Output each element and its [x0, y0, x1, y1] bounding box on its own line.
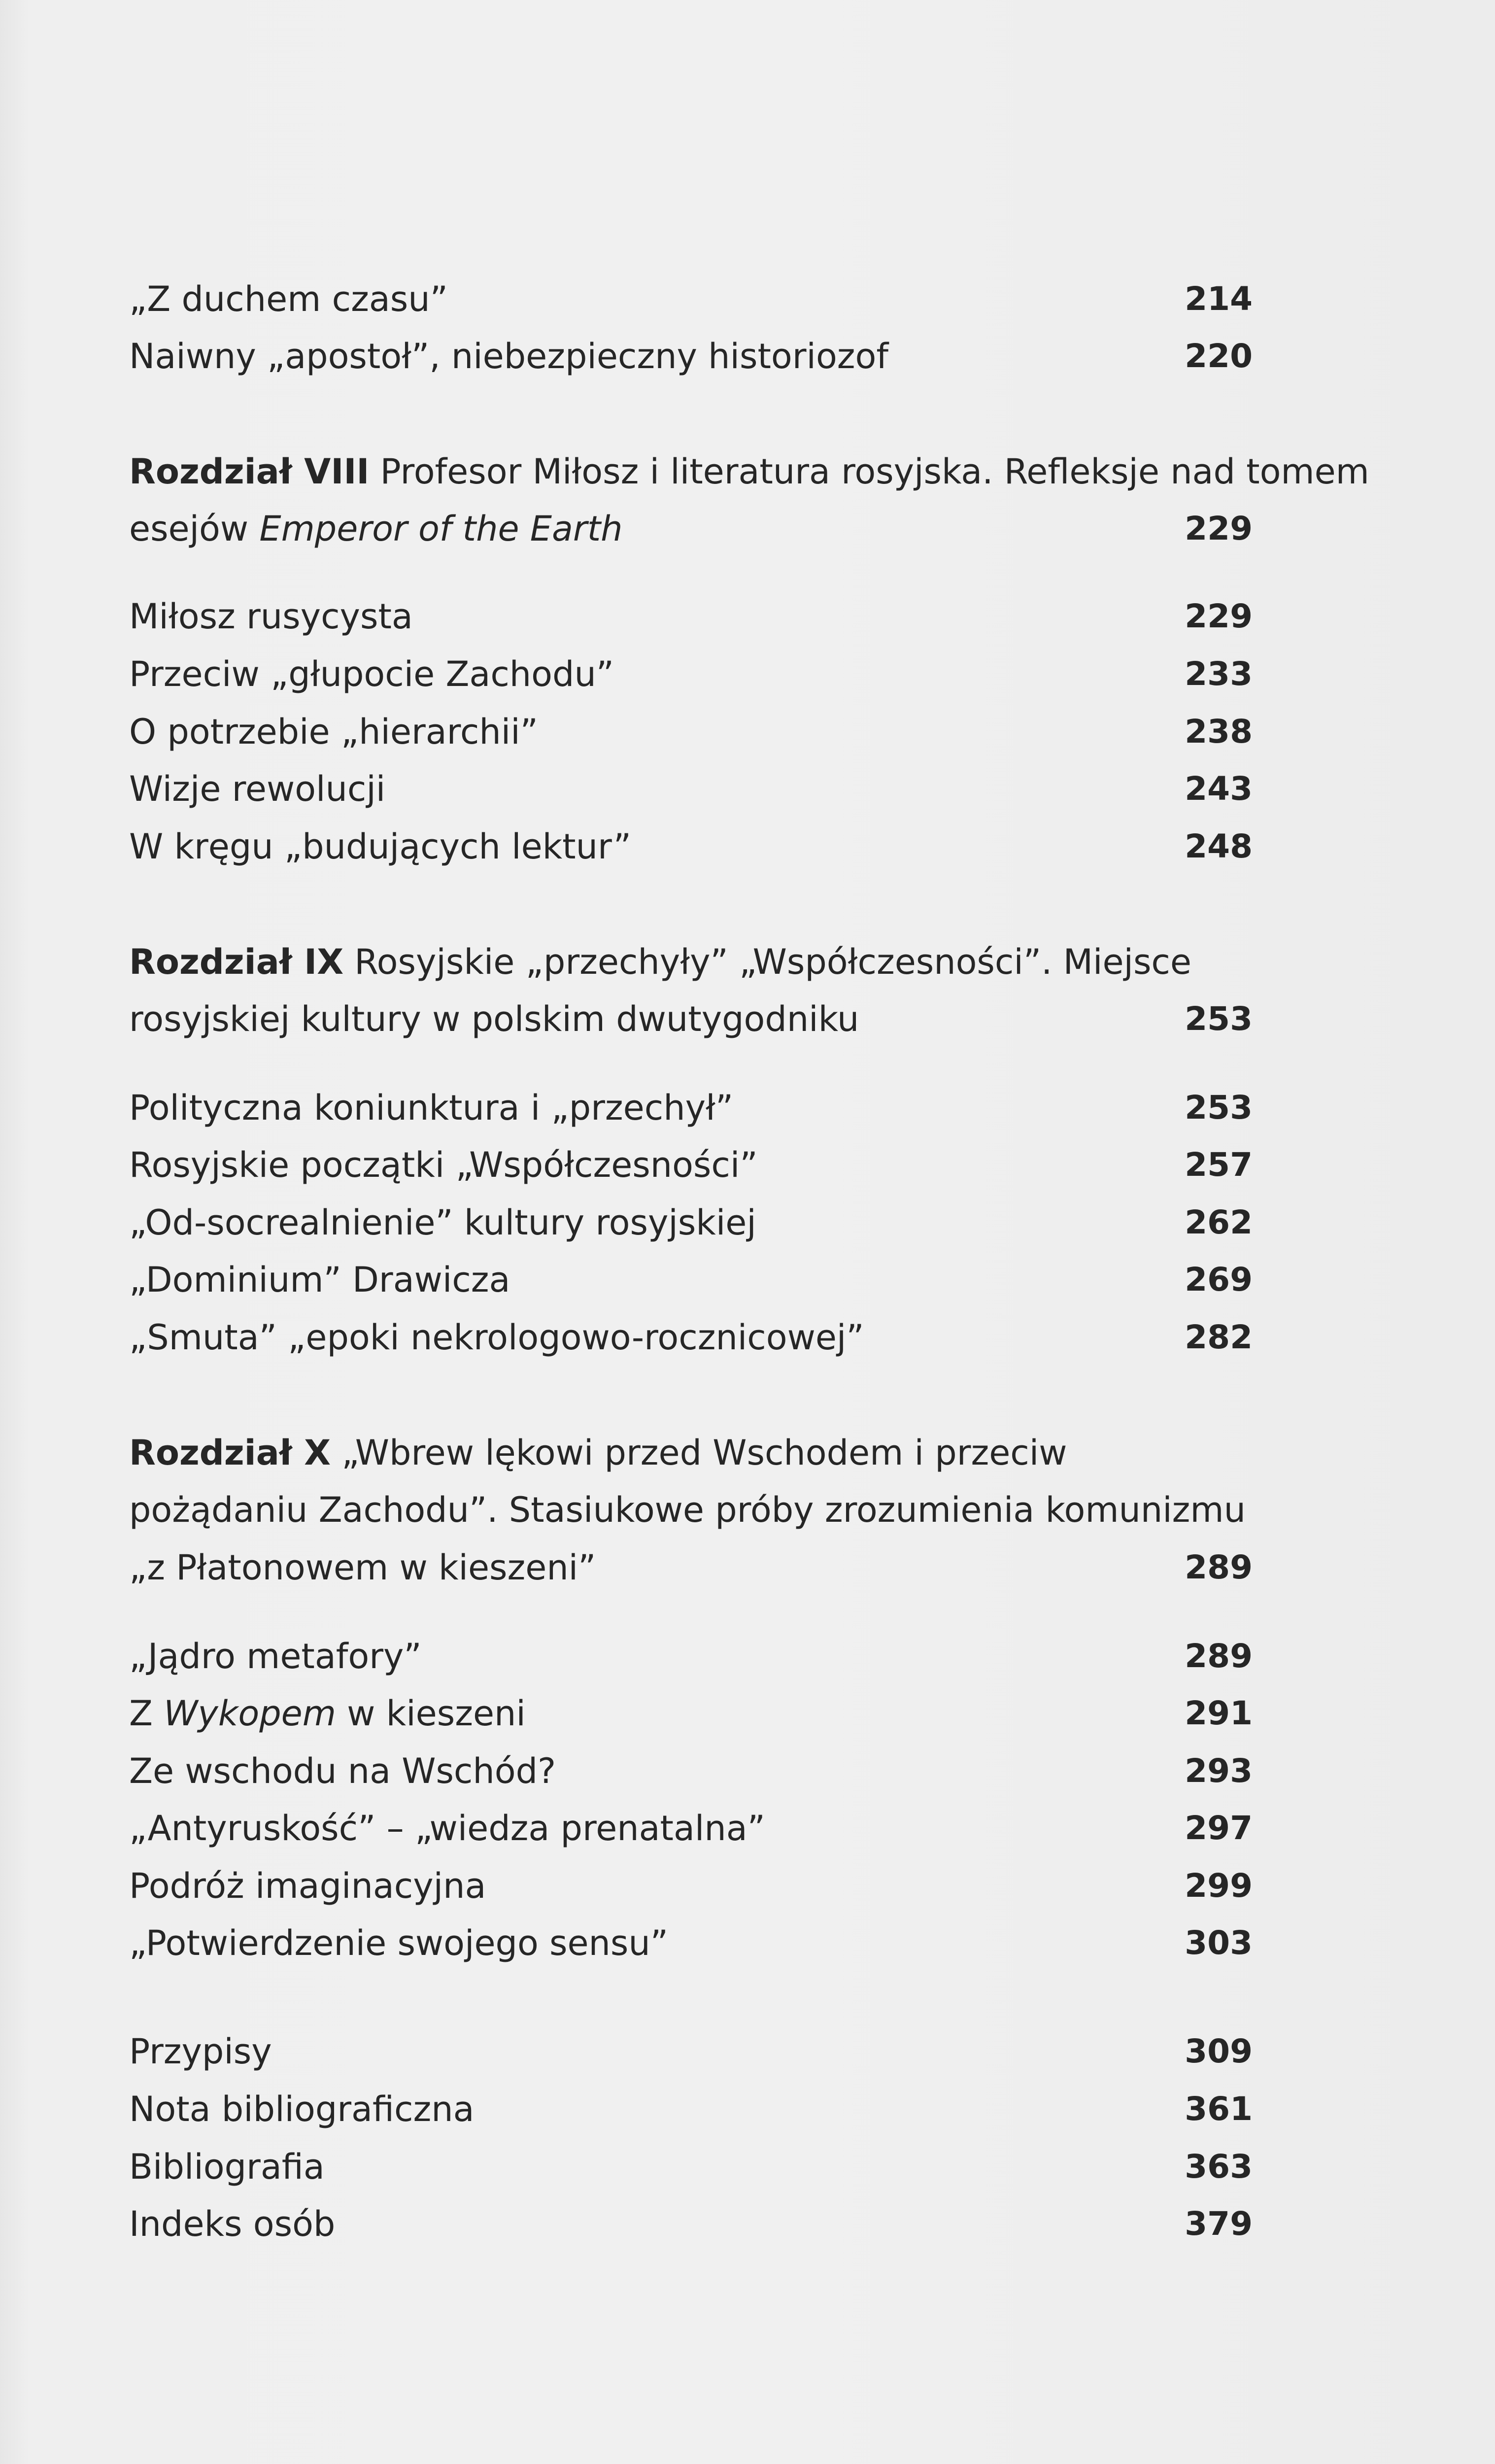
- entry-title: Podróż imaginacyjna: [129, 1866, 486, 1906]
- entry-page: 379: [1185, 2205, 1253, 2243]
- chapter-heading-continued: [129, 1485, 1253, 1535]
- toc-entry: [129, 592, 1253, 641]
- toc-entry: [129, 650, 1253, 699]
- chapter-title: „z Płatonowem w kieszeni”: [129, 1547, 596, 1588]
- toc-entry: [129, 1746, 1253, 1796]
- chapter-heading-continued: [129, 994, 1253, 1044]
- toc-entry: [129, 2027, 1253, 2076]
- entry-page: 253: [1185, 1089, 1253, 1127]
- entry-title: „Potwierdzenie swojego sensu”: [129, 1923, 669, 1963]
- chapter-label: Rozdział IX: [129, 942, 344, 982]
- toc-entry: [129, 1804, 1253, 1853]
- toc-entry: [129, 1918, 1253, 1968]
- chapter-title: Rosyjskie „przechyły” „Współczesności”. Miejsce: [354, 942, 1191, 982]
- entry-page: 299: [1185, 1867, 1253, 1905]
- entry-title: Miłosz rusycysta: [129, 596, 413, 637]
- entry-title: „Antyruskość” – „wiedza prenatalna”: [129, 1808, 765, 1848]
- chapter-heading-continued: [129, 1543, 1253, 1592]
- chapter-label: Rozdział X: [129, 1433, 331, 1473]
- entry-page: 257: [1185, 1146, 1253, 1184]
- toc-entry: [129, 2085, 1253, 2134]
- entry-title: Indeks osób: [129, 2204, 336, 2244]
- chapter-title: rosyjskiej kultury w polskim dwutygodniku: [129, 999, 859, 1039]
- entry-page: 303: [1185, 1924, 1253, 1962]
- toc-entry: [129, 1632, 1253, 1681]
- entry-title: W kręgu „budujących lektur”: [129, 826, 631, 867]
- entry-title: „Od-socrealnienie” kultury rosyjskiej: [129, 1202, 756, 1243]
- chapter-title: pożądaniu Zachodu”. Stasiukowe próby zrozumienia komunizmu: [129, 1490, 1246, 1530]
- chapter-title-italic: Emperor of the Earth: [259, 509, 623, 549]
- entry-page: 293: [1185, 1752, 1253, 1790]
- entry-title: Rosyjskie początki „Współczesności”: [129, 1145, 758, 1185]
- chapter-title: Profesor Miłosz i literatura rosyjska. Refleksje nad tomem: [380, 451, 1369, 492]
- entry-title: Naiwny „apostoł”, niebezpieczny historiozof: [129, 336, 888, 376]
- entry-page: 243: [1185, 770, 1253, 808]
- entry-title: „Smuta” „epoki nekrologowo-rocznicowej”: [129, 1317, 864, 1358]
- entry-page: 309: [1185, 2032, 1253, 2070]
- entry-title: „Dominium” Drawicza: [129, 1260, 510, 1300]
- toc-entry: [129, 2199, 1253, 2249]
- chapter-heading: [129, 937, 1253, 987]
- entry-title: O potrzebie „hierarchii”: [129, 712, 538, 752]
- chapter-heading: [129, 1428, 1253, 1477]
- chapter-heading-continued: [129, 504, 1253, 553]
- entry-page: 289: [1185, 1637, 1253, 1675]
- entry-page: 248: [1185, 827, 1253, 865]
- chapter-page: 289: [1185, 1548, 1253, 1586]
- toc-entry: [129, 332, 1253, 381]
- toc-entry: [129, 1861, 1253, 1911]
- toc-entry: [129, 1140, 1253, 1190]
- toc-entry: [129, 1313, 1253, 1362]
- entry-title: Z: [129, 1693, 164, 1734]
- entry-title: w kieszeni: [336, 1693, 526, 1734]
- chapter-title: „Wbrew lękowi przed Wschodem i przeciw: [341, 1433, 1067, 1473]
- entry-page: 291: [1185, 1694, 1253, 1732]
- chapter-label: Rozdział VIII: [129, 451, 370, 492]
- chapter-title: esejów: [129, 509, 260, 549]
- toc-entry: [129, 1198, 1253, 1247]
- entry-title: Polityczna koniunktura i „przechył”: [129, 1088, 734, 1128]
- entry-page: 220: [1185, 337, 1253, 375]
- entry-page: 262: [1185, 1203, 1253, 1241]
- entry-title: Wizje rewolucji: [129, 769, 386, 809]
- entry-title: „Z duchem czasu”: [129, 279, 448, 319]
- entry-title: Bibliografia: [129, 2147, 325, 2187]
- toc-entry: [129, 1689, 1253, 1738]
- entry-page: 297: [1185, 1809, 1253, 1847]
- entry-page: 282: [1185, 1318, 1253, 1356]
- entry-title: Przypisy: [129, 2031, 272, 2072]
- chapter-page: 229: [1185, 510, 1253, 548]
- entry-page: 269: [1185, 1261, 1253, 1299]
- entry-title-italic: Wykopem: [164, 1693, 336, 1734]
- entry-page: 238: [1185, 713, 1253, 751]
- entry-page: 214: [1185, 280, 1253, 318]
- toc-entry: [129, 707, 1253, 756]
- entry-page: 361: [1185, 2090, 1253, 2128]
- entry-title: Przeciw „głupocie Zachodu”: [129, 654, 614, 694]
- entry-page: 233: [1185, 655, 1253, 693]
- entry-page: 363: [1185, 2148, 1253, 2186]
- toc-entry: [129, 274, 1253, 324]
- toc-entry: [129, 822, 1253, 871]
- entry-page: 229: [1185, 597, 1253, 635]
- chapter-heading: [129, 447, 1369, 496]
- entry-title: Nota bibliograficzna: [129, 2089, 475, 2129]
- toc-entry: [129, 2142, 1253, 2191]
- entry-title: „Jądro metafory”: [129, 1636, 422, 1677]
- entry-title: Ze wschodu na Wschód?: [129, 1751, 556, 1791]
- toc-entry: [129, 1083, 1253, 1132]
- toc-entry: [129, 1255, 1253, 1304]
- toc-entry: [129, 764, 1253, 814]
- chapter-page: 253: [1185, 1000, 1253, 1038]
